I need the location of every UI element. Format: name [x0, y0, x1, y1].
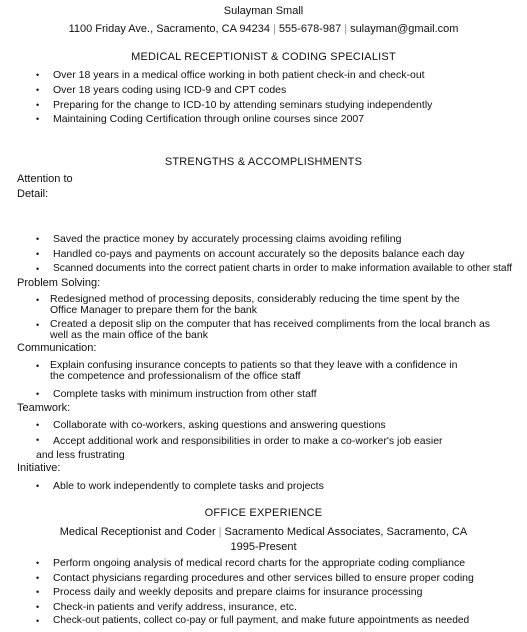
bullet-glyph: • — [36, 320, 40, 330]
experience-role: Medical Receptionist and Coder — [59, 526, 216, 538]
separator: | — [272, 23, 276, 35]
problem-solving-bullet: Redesigned method of processing deposits, considerably reducing the time spent by the Office Manager to prepare them for the bank — [50, 293, 460, 316]
bullet-glyph: • — [36, 249, 40, 259]
contact-email[interactable]: sulayman@gmail.com — [350, 23, 459, 35]
experience-employer: Sacramento Medical Associates, Sacramento, CA — [224, 526, 468, 538]
contact-phone: 555-678-987 — [278, 23, 342, 35]
communication-bullet: Complete tasks with minimum instruction from other staff — [53, 388, 317, 400]
bullet-glyph: • — [36, 85, 40, 95]
communication-label: Communication: — [17, 342, 97, 354]
experience-bullet: Check-out patients, collect co-pay or full payment, and make future appointments as needed — [53, 615, 470, 626]
experience-bullet: Contact physicians regarding procedures and other services billed to ensure proper coding — [53, 572, 474, 584]
summary-bullet: Maintaining Coding Certification through online courses since 2007 — [53, 113, 365, 125]
experience-role-line — [0, 526, 527, 538]
contact-line — [0, 23, 527, 35]
attention-bullet: Scanned documents into the correct patient charts in order to make information available to other staff — [53, 263, 513, 274]
bullet-glyph: • — [36, 70, 40, 80]
bullet-glyph: • — [36, 587, 40, 597]
attention-label-cont: Detail: — [17, 188, 49, 200]
experience-bullet: Check-in patients and verify address, insurance, etc. — [53, 601, 297, 613]
teamwork-bullet: Accept additional work and responsibilities in order to make a co-worker's job easier and less frustrating — [36, 435, 443, 461]
bullet-glyph: • — [36, 558, 40, 568]
summary-bullet: Preparing for the change to ICD-10 by attending seminars studying independently — [53, 99, 433, 111]
bullet-glyph: • — [36, 420, 40, 430]
bullet-glyph: • — [36, 234, 40, 244]
attention-label: Attention to — [17, 173, 73, 185]
bullet-glyph: • — [36, 602, 40, 612]
experience-bullet: Perform ongoing analysis of medical record charts for the appropriate coding compliance — [53, 557, 466, 569]
bullet-glyph: • — [36, 100, 40, 110]
teamwork-label: Teamwork: — [17, 402, 71, 414]
problem-solving-label: Problem Solving: — [17, 277, 101, 289]
bullet-glyph: • — [36, 435, 40, 445]
bullet-glyph: • — [36, 114, 40, 124]
initiative-label: Initiative: — [17, 462, 61, 474]
bullet-glyph: • — [36, 389, 40, 399]
initiative-bullet: Able to work independently to complete tasks and projects — [53, 480, 324, 492]
problem-solving-bullet: Created a deposit slip on the computer that has received compliments from the local branch as well as the main office of the bank — [50, 318, 491, 341]
separator: | — [344, 23, 348, 35]
experience-title: OFFICE EXPERIENCE — [204, 507, 323, 519]
separator: | — [218, 526, 222, 538]
resume-name: Sulayman Small — [223, 5, 304, 17]
bullet-glyph: • — [36, 616, 40, 626]
strengths-title: STRENGTHS & ACCOMPLISHMENTS — [164, 156, 363, 168]
summary-bullet: Over 18 years coding using ICD-9 and CPT codes — [53, 84, 287, 96]
summary-bullet: Over 18 years in a medical office working in both patient check-in and check-out — [53, 69, 425, 81]
bullet-glyph: • — [36, 295, 40, 305]
experience-dates: 1995-Present — [230, 541, 297, 553]
attention-bullet: Handled co-pays and payments on account accurately so the deposits balance each day — [53, 248, 465, 260]
teamwork-bullet: Collaborate with co-workers, asking questions and answering questions — [53, 419, 386, 431]
attention-bullet: Saved the practice money by accurately processing claims avoiding refiling — [53, 233, 402, 245]
bullet-glyph: • — [36, 573, 40, 583]
experience-bullet: Process daily and weekly deposits and prepare claims for insurance processing — [53, 586, 423, 598]
communication-bullet: Explain confusing insurance concepts to patients so that they leave with a confidence in the competence and professionalism of the office staff — [50, 359, 458, 382]
bullet-glyph: • — [36, 264, 40, 274]
bullet-glyph: • — [36, 361, 40, 371]
contact-address: 1100 Friday Ave., Sacramento, CA 94234 — [68, 23, 270, 35]
summary-title: MEDICAL RECEPTIONIST & CODING SPECIALIST — [131, 51, 396, 63]
bullet-glyph: • — [36, 481, 40, 491]
